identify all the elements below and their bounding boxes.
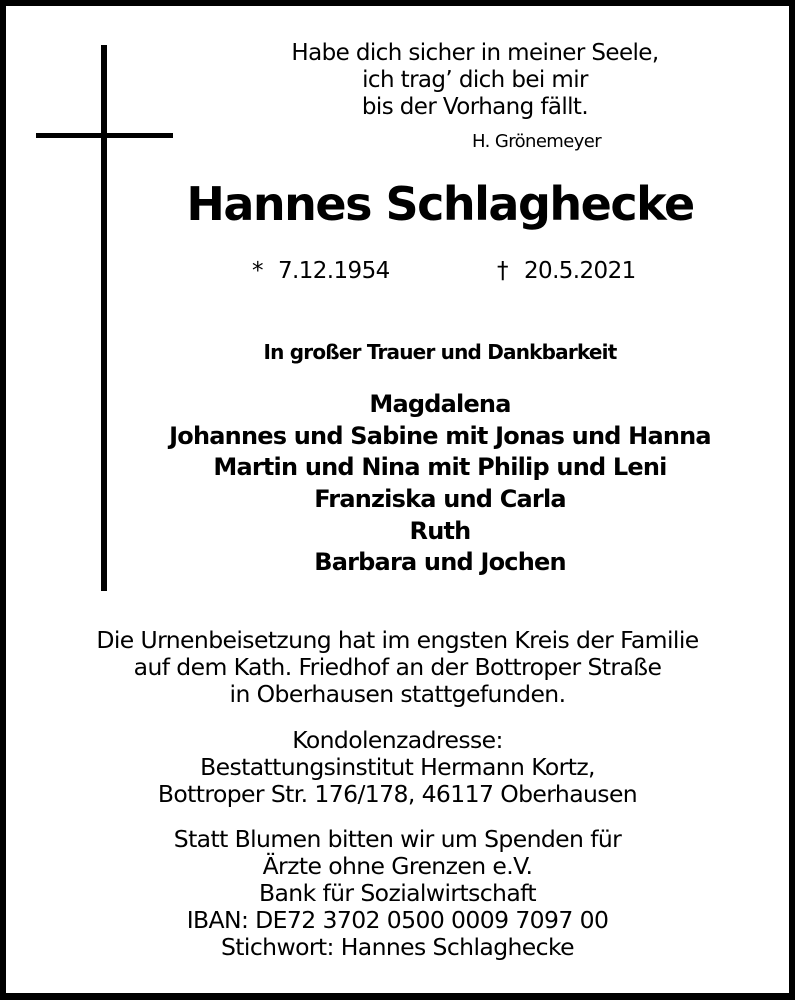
poem-author: H. Grönemeyer	[472, 131, 602, 152]
donation-line: Ärzte ohne Grenzen e.V.	[262, 852, 533, 880]
condolence-line: Kondolenzadresse:	[292, 726, 503, 754]
poem-line: bis der Vorhang fällt.	[361, 94, 589, 120]
death-symbol: †	[497, 258, 508, 284]
mourner-line: Franziska und Carla	[314, 485, 566, 513]
death-date: 20.5.2021	[524, 258, 636, 284]
cross-horizontal-bar	[36, 133, 173, 138]
donation-iban: IBAN: DE72 3702 0500 0009 7097 00	[186, 906, 609, 934]
burial-line: auf dem Kath. Friedhof an der Bottroper Straße	[133, 653, 662, 681]
donation-keyword: Stichwort: Hannes Schlaghecke	[220, 933, 575, 961]
deceased-name: Hannes Schlaghecke	[186, 177, 694, 231]
mourner-line: Barbara und Jochen	[314, 548, 566, 576]
poem-line: ich trag’ dich bei mir	[362, 67, 588, 93]
cross-vertical-bar	[101, 45, 107, 591]
burial-line: in Oberhausen stattgefunden.	[229, 680, 566, 708]
birth-date: 7.12.1954	[278, 258, 390, 284]
donation-line: Statt Blumen bitten wir um Spenden für	[173, 825, 622, 853]
birth-symbol: *	[252, 258, 263, 284]
burial-line: Die Urnenbeisetzung hat im engsten Kreis der Familie	[96, 626, 699, 654]
poem-line: Habe dich sicher in meiner Seele,	[291, 40, 659, 66]
mourner-line: Ruth	[409, 517, 471, 545]
condolence-line: Bottroper Str. 176/178, 46117 Oberhausen	[157, 780, 638, 808]
donation-line: Bank für Sozialwirtschaft	[258, 879, 537, 907]
mourner-line: Magdalena	[369, 390, 511, 418]
mourner-line: Martin und Nina mit Philip und Leni	[213, 453, 667, 481]
mourner-line: Johannes und Sabine mit Jonas und Hanna	[169, 422, 711, 450]
condolence-line: Bestattungsinstitut Hermann Kortz,	[200, 753, 595, 781]
mourners-intro: In großer Trauer und Dankbarkeit	[263, 340, 617, 364]
